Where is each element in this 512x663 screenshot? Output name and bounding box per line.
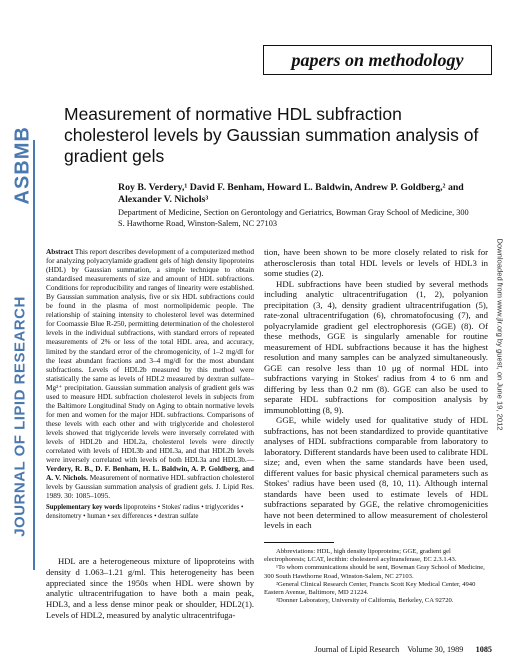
- abstract-citation: Measurement of normative HDL subfraction cholesterol levels by Gaussian summation analysis of gradient gels. J. Lipid Res. 1989. 30: 1085–1095.: [46, 473, 255, 501]
- affiliation: [118, 208, 498, 229]
- abstract: [46, 247, 254, 500]
- footnote-rule: [264, 542, 334, 543]
- keywords-text: lipoproteins • Stokes' radius • triglycerides • densitometry • human • sex differences • dextran sulfate: [46, 504, 244, 520]
- abstract-label: Abstract: [46, 247, 74, 256]
- journal-name-vertical: JOURNAL OF LIPID RESEARCH: [11, 296, 29, 537]
- download-note: Downloaded from www.jlr.org by guest, on June 19, 2012: [495, 238, 505, 431]
- asbmb-logo-text: ASBMB: [11, 126, 34, 205]
- footnotes: [264, 548, 488, 605]
- author-list: Roy B. Verdery,¹ David F. Benham, Howard L. Baldwin, Andrew P. Goldberg,² and Alexander V. Nichols³: [118, 182, 464, 205]
- body-paragraph-2: HDL subfractions have been studied by several methods including analytic ultracentrifugation (1, 2), polyanion precipitation (3, 4), density gradient ultracentrifugation (5), rate-zonal ultracentrifugation (6), chromatofocusing (7), and polyacrylamide gradient gel electrophoresis (GGE) (8). Of these methods, GGE is singularly amenable for routine measurement of HDL subfractions because it has the highest resolution and many samples can be analyzed simultaneously. GGE can resolve less than 10 μg of normal HDL into subfractions varying in Stokes' radius from 4 to 6 nm and differing by less than 0.2 nm (8). GGE can also be used to separate HDL subfractions for composition analysis by immunoblotting (8, 9).: [264, 278, 488, 415]
- footnote-abbreviations: Abbreviations: HDL, high density lipoproteins; GGE, gradient gel electrophoresis; LCAT, lecithin: cholesterol acyltransferase, EC 2.3.1.43.: [264, 548, 457, 564]
- abstract-citation-authors: Verdery, R. B., D. F. Benham, H. L. Baldwin, A. P. Goldberg, and A. V. Nichols.: [46, 464, 254, 483]
- keywords-label: Supplementary key words: [46, 504, 122, 511]
- intro-paragraph: HDL are a heterogeneous mixture of lipoproteins with density d 1.063–1.21 g/ml. This heterogeneity has been appreciated since the 1950s when HDL were shown by analytic ultracentrifugation to have both a main peak, HDL3, and a less dense minor peak or shoulder, HDL2(1). Levels of HDL2, measured by analytic ultracentrifuga-: [46, 556, 254, 620]
- footer-journal: Journal of Lipid Research: [314, 645, 400, 654]
- section-label: papers on methodology: [263, 45, 492, 75]
- abstract-text: This report describes development of a computerized method for analyzing polyacrylamide gradient gels of high density lipoproteins (HDL) by Gaussian summation, a simple technique to obtain standardised measurements of size and amount of HDL subfractions. Conditions for reproducibility and ranges of linearity were established. By Gaussian summation analysis, five or six HDL subfractions could be found in the plasma of most normolipidemic people. The relationship of staining intensity to cholesterol level was determined for Coomassie Blue R-250, permitting determination of the cholesterol levels in the individual subfractions, with standard errors of repeated measurements of 2% or less of the total HDL area, and accuracy, limited by the standard error of the chromogenicity, of 1–2 mg/dl for the least abundant fractions and 3–4 mg/dl for the most abundant subfractions. Levels of HDL2b measured by this method were statistically the same as levels of HDL2 measured by dextran sulfate–Mg²⁺ precipitation. Gaussian summation analysis of gradient gels was used to measure HDL subfraction cholesterol levels in subjects from the Baltimore Longitudinal Study on Aging to obtain normative levels for men and women for the major HDL subfractions. Comparisons of these levels with each other and with triglyceride and cholesterol levels showed that triglyceride levels were inversely correlated with levels of HDL2b and HDL2a, cholesterol levels were directly correlated with levels of HDL3b and HDL3a, and that HDL2b levels were inversely correlated with levels of both HDL3a and HDL3b.—: [46, 247, 254, 465]
- footnote-1: ¹To whom communications should be sent, Bowman Gray School of Medicine, 300 South Hawthorne Road, Winston-Salem, NC 27103.: [264, 564, 485, 580]
- footnote-3: ³Donner Laboratory, University of California, Berkeley, CA 92720.: [276, 597, 454, 605]
- affiliation-line-1: Department of Medicine, Section on Gerontology and Geriatrics, Bowman Gray School of Medicine, 300: [118, 208, 469, 217]
- page-footer: [282, 645, 492, 654]
- footnote-2: ²General Clinical Research Center, Francis Scott Key Medical Center, 4940 Eastern Avenue, Baltimore, MD 21224.: [264, 580, 476, 597]
- footer-volume: Volume 30, 1989: [407, 645, 464, 654]
- keywords: [46, 504, 254, 521]
- side-logo-bar: [33, 140, 35, 570]
- body-paragraph-3: GGE, while widely used for qualitative study of HDL subfractions, has not been standardized to provide quantitative analyses of HDL subfractions comparable from laboratory to laboratory. Different standards have been used to calibrate HDL size; and, even when the same standards have been used, different values for basic physical chemical parameters such as Stokes' radius have been used (8, 10, 11). Although internal standards have been used to estimate levels of HDL subfractions separated by GGE, the relative chromogenicities have not been determined to allow measurement of cholesterol levels in each: [264, 415, 489, 530]
- right-column-body: [264, 247, 488, 531]
- body-paragraph-1: tion, have been shown to be more closely related to risk for atherosclerosis than total HDL levels or levels of HDL3 in some studies (2).: [264, 247, 488, 278]
- article-title: Measurement of normative HDL subfraction cholesterol levels by Gaussian summation analysis of gradient gels: [64, 104, 479, 166]
- journal-side-logo: [2, 126, 36, 570]
- affiliation-line-2: S. Hawthorne Road, Winston-Salem, NC 27103: [118, 218, 277, 228]
- page-number: 1085: [475, 645, 492, 654]
